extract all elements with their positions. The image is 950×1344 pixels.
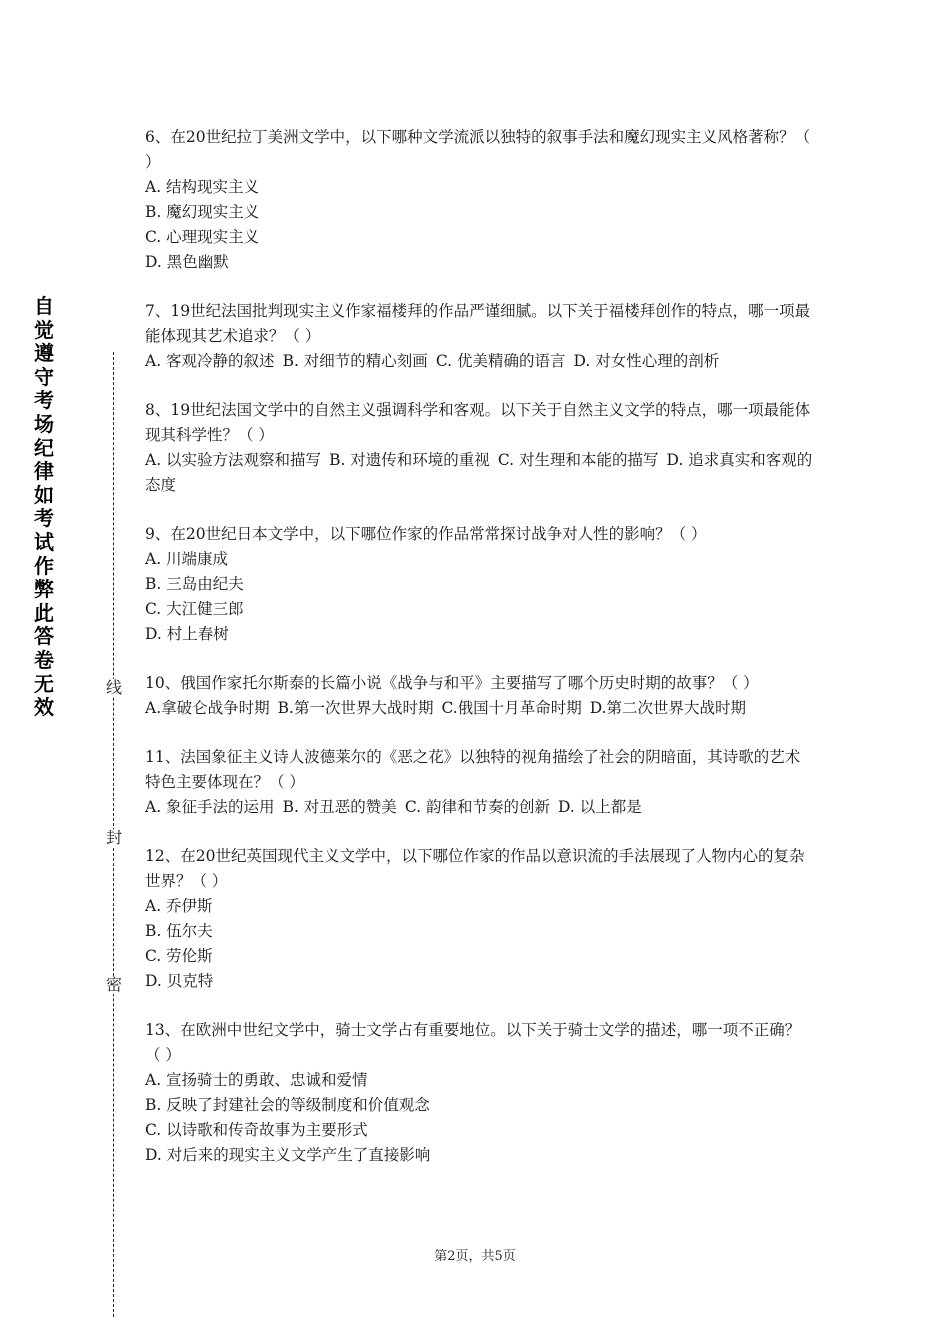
question-item [145, 125, 815, 275]
warning-char: 无 [34, 671, 54, 696]
answer-options-inline [145, 349, 815, 374]
answer-options-inline [145, 795, 815, 820]
answer-option: D. 村上春树 [145, 625, 229, 643]
answer-option: D. 黑色幽默 [145, 253, 229, 271]
warning-char: 考 [34, 506, 54, 531]
question-list [145, 125, 815, 1192]
answer-option: C. 优美精确的语言 [435, 352, 566, 370]
warning-char: 场 [34, 411, 54, 436]
answer-option: D. 以上都是 [557, 798, 642, 816]
answer-option: C. 心理现实主义 [145, 228, 260, 246]
question-item [145, 299, 815, 374]
question-stem: 7、19世纪法国批判现实主义作家福楼拜的作品严谨细腻。以下关于福楼拜创作的特点，哪一项最能体现其艺术追求？（ ） [145, 302, 811, 345]
answer-option: D. 对后来的现实主义文学产生了直接影响 [145, 1146, 431, 1164]
seal-mark-seal: 封 [105, 828, 122, 847]
warning-char: 考 [34, 388, 54, 413]
answer-option: C. 大江健三郎 [145, 600, 244, 618]
question-stem: 9、在20世纪日本文学中，以下哪位作家的作品常常探讨战争对人性的影响？（ ） [145, 525, 707, 543]
question-item [145, 745, 815, 820]
warning-char: 如 [34, 482, 54, 507]
seal-mark-line: 线 [105, 678, 122, 697]
warning-char: 此 [34, 600, 54, 625]
page-number: 第2页，共5页 [434, 1249, 516, 1264]
question-stem: 10、俄国作家托尔斯泰的长篇小说《战争与和平》主要描写了哪个历史时期的故事？（ ） [145, 674, 759, 692]
answer-option: C. 以诗歌和传奇故事为主要形式 [145, 1121, 368, 1139]
answer-option: A. 结构现实主义 [145, 178, 260, 196]
warning-char: 自 [34, 294, 54, 318]
warning-char: 卷 [34, 647, 54, 672]
question-stem: 8、19世纪法国文学中的自然主义强调科学和客观。以下关于自然主义文学的特点，哪一项最能体现其科学性？（ ） [145, 401, 811, 444]
question-item [145, 398, 815, 498]
answer-option: B. 三岛由纪夫 [145, 575, 244, 593]
answer-option: D.第二次世界大战时期 [589, 699, 747, 717]
question-stem: 13、在欧洲中世纪文学中，骑士文学占有重要地位。以下关于骑士文学的描述，哪一项不正确？（ ） [145, 1021, 801, 1064]
answer-option: B. 对细节的精心刻画 [282, 352, 428, 370]
question-item [145, 1018, 815, 1168]
answer-option: A.拿破仑战争时期 [145, 699, 270, 717]
answer-option: B. 魔幻现实主义 [145, 203, 260, 221]
warning-char: 弊 [34, 577, 54, 602]
warning-char: 试 [34, 529, 54, 554]
answer-options-inline [145, 448, 815, 498]
answer-options-inline [145, 696, 815, 721]
warning-char: 纪 [34, 435, 54, 460]
question-stem: 12、在20世纪英国现代主义文学中，以下哪位作家的作品以意识流的手法展现了人物内心的复杂世界？（ ） [145, 847, 805, 890]
answer-option: D. 贝克特 [145, 972, 214, 990]
answer-option: A. 以实验方法观察和描写 [145, 451, 322, 469]
answer-option: A. 宣扬骑士的勇敢、忠诚和爱情 [145, 1071, 368, 1089]
warning-char: 效 [34, 695, 54, 720]
answer-option: B.第一次世界大战时期 [277, 699, 434, 717]
question-item [145, 671, 815, 721]
question-stem: 11、法国象征主义诗人波德莱尔的《恶之花》以独特的视角描绘了社会的阴暗面，其诗歌的艺术特色主要体现在？（ ） [145, 748, 801, 791]
answer-option: C. 劳伦斯 [145, 947, 213, 965]
answer-option: C.俄国十月革命时期 [441, 699, 582, 717]
answer-option: B. 反映了封建社会的等级制度和价值观念 [145, 1096, 430, 1114]
answer-option: A. 乔伊斯 [145, 897, 213, 915]
answer-option: B. 对丑恶的赞美 [282, 798, 397, 816]
answer-option: B. 伍尔夫 [145, 922, 213, 940]
answer-option: C. 对生理和本能的描写 [497, 451, 659, 469]
warning-char: 答 [34, 624, 54, 649]
answer-option: C. 韵律和节奏的创新 [404, 798, 550, 816]
warning-char: 律 [34, 459, 54, 484]
seal-mark-secret: 密 [105, 975, 122, 994]
question-stem: 6、在20世纪拉丁美洲文学中，以下哪种文学流派以独特的叙事手法和魔幻现实主义风格著称？（ ） [145, 128, 811, 171]
warning-char: 守 [34, 364, 54, 389]
exam-discipline-warning [31, 295, 57, 720]
answer-option: D. 对女性心理的剖析 [573, 352, 720, 370]
warning-char: 作 [34, 553, 54, 578]
answer-option: A. 客观冷静的叙述 [145, 352, 275, 370]
warning-char: 遵 [34, 341, 54, 366]
answer-option: A. 川端康成 [145, 550, 229, 568]
question-item [145, 844, 815, 994]
answer-option: B. 对遗传和环境的重视 [329, 451, 490, 469]
warning-char: 觉 [34, 317, 54, 342]
answer-option: D. 追求真实和客观的态度 [145, 451, 813, 494]
question-item [145, 522, 815, 647]
answer-option: A. 象征手法的运用 [145, 798, 275, 816]
